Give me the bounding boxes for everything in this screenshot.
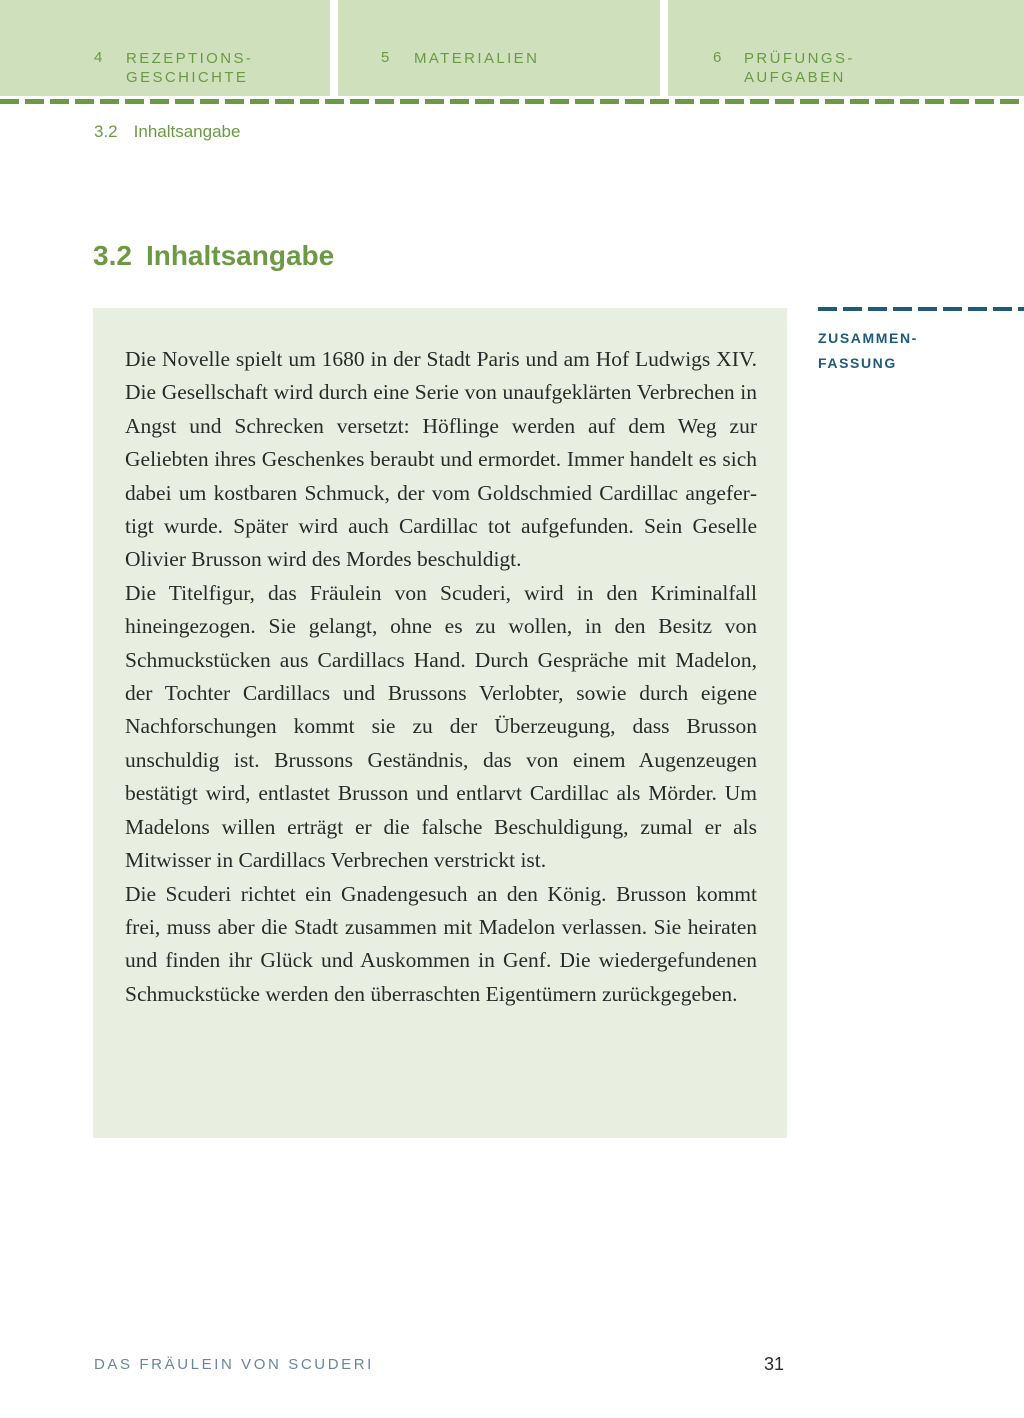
tab-rezeptionsgeschichte[interactable]	[0, 0, 330, 96]
tab-label: MATERIALIEN	[414, 50, 540, 67]
page-number: 31	[764, 1354, 785, 1374]
chapter-tabs	[0, 0, 1024, 96]
summary-paragraph: Die Novelle spielt um 1680 in der Stadt Paris und am Hof Ludwigs XIV. Die Gesellschaft wird durch eine Serie von unaufgeklärten Verbrechen in Angst und Schrecken versetzt: Höflinge werden auf dem Weg zur Geliebten ihres Geschenkes beraubt und ermordet. Immer handelt es sich dabei um kostbaren Schmuck, der vom Goldschmied Cardillac angefertigt wurde. Später wird auch Cardillac tot aufgefunden. Sein Geselle Olivier Brusson wird des Mordes beschuldigt.	[125, 347, 757, 572]
tab-number: 4	[94, 49, 105, 66]
tab-label: REZEPTIONS- GESCHICHTE	[126, 50, 254, 86]
section-title	[93, 240, 334, 272]
section-number: 3.2	[93, 240, 132, 271]
summary-paragraph: Die Titelfigur, das Fräulein von Scuderi, wird in den Kriminalfall hineingezogen. Sie gelangt, ohne es zu wollen, in den Besitz von Schmuckstücken aus Cardillacs Hand. Durch Gespräche mit Madelon, der Tochter Cardillacs und Brussons Verlobter, sowie durch eigene Nachforschungen kommt sie zu der Überzeugung, dass Brusson unschuldig ist. Brussons Geständnis, das von einem Augenzeugen bestätigt wird, entlastet Brusson und entlarvt Cardillac als Mörder. Um Madelons willen erträgt er die falsche Beschuldigung, zumal er als Mitwisser in Cardillacs Verbrechen verstrickt ist.	[125, 580, 757, 873]
summary-paragraph: Die Scuderi richtet ein Gnadengesuch an den König. Brusson kommt frei, muss aber die Stadt zusammen mit Madelon verlassen. Sie heiraten und finden ihr Glück und Auskommen in Genf. Die wiedergefundenen Schmuckstücke werden den überraschten Eigentümern zurückgegeben.	[125, 881, 757, 1006]
margin-note: ZUSAMMEN- FASSUNG	[818, 330, 918, 371]
tab-number: 6	[713, 49, 724, 66]
summary-text	[125, 343, 757, 1011]
tab-label: PRÜFUNGS- AUFGABEN	[744, 50, 855, 86]
tab-pruefungsaufgaben[interactable]	[668, 0, 1024, 96]
footer-book-title: DAS FRÄULEIN VON SCUDERI	[94, 1356, 374, 1373]
running-head-number: 3.2	[94, 122, 118, 141]
section-title-text: Inhaltsangabe	[145, 240, 335, 271]
header-dashed-divider	[0, 99, 1024, 104]
tab-number: 5	[381, 49, 392, 66]
tab-materialien[interactable]	[338, 0, 660, 96]
running-head	[94, 122, 240, 142]
margin-dashed-divider	[818, 307, 1024, 311]
running-head-title: Inhaltsangabe	[133, 122, 241, 141]
